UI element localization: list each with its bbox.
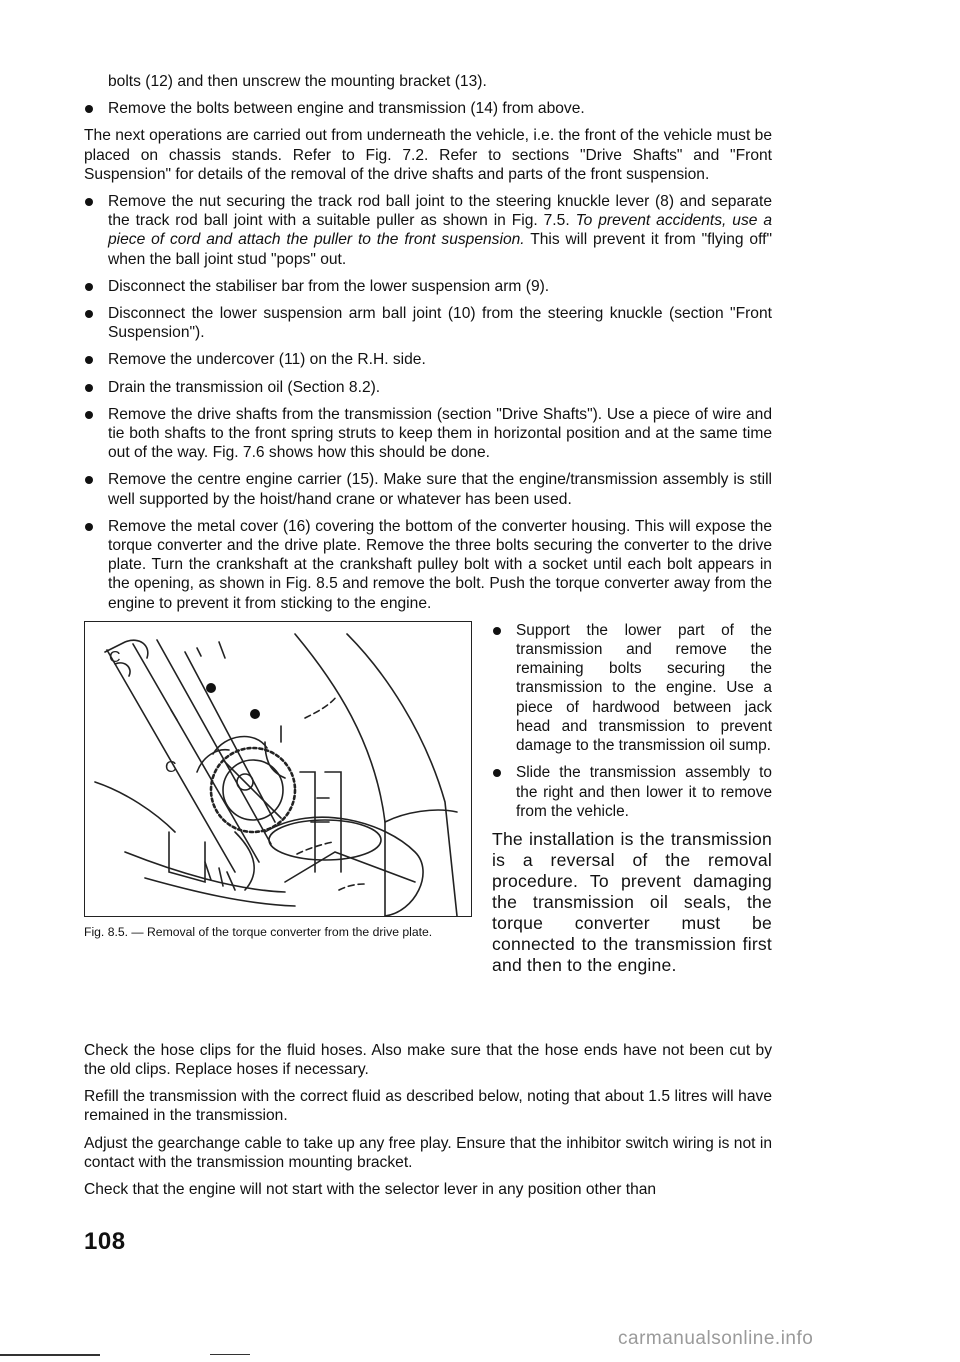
right-text-column bbox=[492, 621, 772, 976]
bullet-dot-icon bbox=[85, 356, 93, 364]
bullet-text: Slide the transmission assembly to the right and then lower it to remove from the vehicle. bbox=[516, 764, 772, 820]
page-number: 108 bbox=[84, 1228, 126, 1255]
bullet-dot-icon bbox=[85, 198, 93, 206]
body-paragraph: Check that the engine will not start with the selector lever in any position other than bbox=[84, 1181, 657, 1199]
svg-text:C: C bbox=[165, 758, 177, 776]
bullet-dot-icon bbox=[85, 384, 93, 392]
bullet-text: Remove the drive shafts from the transmission (section "Drive Shafts"). Use a piece of wire and tie both shafts to the front spring struts to keep them in horizontal position and at the same time out of the way. Fig. 7.6 shows how this should be done. bbox=[108, 405, 772, 462]
body-paragraph: The next operations are carried out from underneath the vehicle, i.e. the front of the vehicle must be placed on chassis stands. Refer to Fig. 7.2. Refer to sections "Drive Shafts" and "Front Suspension" for details of the removal of the drive shafts and parts of the front suspension. bbox=[84, 127, 772, 183]
svg-text:C: C bbox=[109, 648, 121, 666]
bullet-text: Drain the transmission oil (Section 8.2). bbox=[108, 378, 381, 396]
body-paragraph: Refill the transmission with the correct fluid as described below, noting that about 1.5 litres will have remained in the transmission. bbox=[84, 1088, 772, 1125]
bullet-item bbox=[84, 99, 772, 118]
bullet-item bbox=[84, 192, 772, 269]
bullet-item bbox=[84, 378, 772, 397]
bullet-item bbox=[84, 277, 772, 296]
bullet-text: Remove the bolts between engine and transmission (14) from above. bbox=[108, 100, 585, 118]
bullet-text: Remove the undercover (11) on the R.H. side. bbox=[108, 351, 426, 369]
bullet-dot-icon bbox=[493, 769, 501, 777]
body-paragraph: Adjust the gearchange cable to take up any free play. Ensure that the inhibitor switch wiring is not in contact with the transmission mounting bracket. bbox=[84, 1134, 772, 1171]
bullet-text: Remove the metal cover (16) covering the bottom of the converter housing. This will expose the torque converter and the drive plate. Remove the three bolts securing the converter to the drive plate. Turn the crankshaft at the crankshaft pulley bolt with a socket until each bolt appears in the opening, as shown in Fig. 8.5 and remove the bolt. Push the torque converter away from the engine to prevent it from sticking to the engine. bbox=[108, 517, 772, 612]
bullet-dot-icon bbox=[85, 476, 93, 484]
bullet-text: Disconnect the lower suspension arm ball joint (10) from the steering knuckle (section "Front Suspension"). bbox=[108, 305, 772, 342]
bullet-text: Support the lower part of the transmission and remove the remaining bolts securing the transmission to the engine. Use a piece of hardwood between jack head and transmission to prevent damage to the transmission oil sump. bbox=[516, 621, 772, 755]
bullet-text: Disconnect the stabiliser bar from the lower suspension arm (9). bbox=[108, 277, 550, 295]
watermark: carmanualsonline.info bbox=[618, 1328, 814, 1349]
figure-section bbox=[84, 621, 772, 1041]
footer-rule bbox=[0, 1354, 100, 1356]
bullet-item bbox=[492, 763, 772, 821]
figure-caption: Fig. 8.5. — Removal of the torque converter from the drive plate. bbox=[84, 924, 433, 939]
body-paragraph: Check the hose clips for the fluid hoses. Also make sure that the hose ends have not been cut by the old clips. Replace hoses if necessary. bbox=[84, 1041, 772, 1079]
bullet-dot-icon bbox=[493, 627, 501, 635]
bullet-dot-icon bbox=[85, 310, 93, 318]
bullet-item bbox=[84, 304, 772, 342]
bullet-item bbox=[84, 517, 772, 613]
warning-text: To prevent accidents, use a piece of cord and attach the puller to the front suspension. bbox=[108, 212, 772, 249]
bullet-item bbox=[84, 350, 772, 369]
bullet-dot-icon bbox=[85, 411, 93, 419]
footer-rule bbox=[210, 1354, 250, 1355]
bullet-text: Remove the nut securing the track rod ball joint to the steering knuckle lever (8) and separate the track rod ball joint with a suitable puller as shown in Fig. 7.5. bbox=[108, 193, 772, 230]
torque-converter-drawing bbox=[85, 622, 471, 916]
continuation-text: bolts (12) and then unscrew the mounting bracket (13). bbox=[108, 73, 487, 90]
figure-illustration bbox=[84, 621, 472, 917]
bullet-item bbox=[492, 621, 772, 755]
bullet-text: Remove the centre engine carrier (15). Make sure that the engine/transmission assembly is still well supported by the hoist/hand crane or whatever has been used. bbox=[108, 471, 772, 508]
bullet-dot-icon bbox=[85, 105, 93, 113]
bullet-item bbox=[84, 405, 772, 463]
text-column bbox=[84, 72, 772, 1207]
bullet-item bbox=[84, 470, 772, 508]
bullet-dot-icon bbox=[85, 283, 93, 291]
bullet-dot-icon bbox=[85, 523, 93, 531]
installation-paragraph: The installation is the transmission is a reversal of the removal procedure. To prevent damaging the transmission oil seals, the torque converter must be connected to the transmission first and then to the engine. bbox=[492, 828, 772, 975]
bullet-text: This will prevent it from "flying off" when the ball joint stud "pops" out. bbox=[108, 231, 772, 268]
